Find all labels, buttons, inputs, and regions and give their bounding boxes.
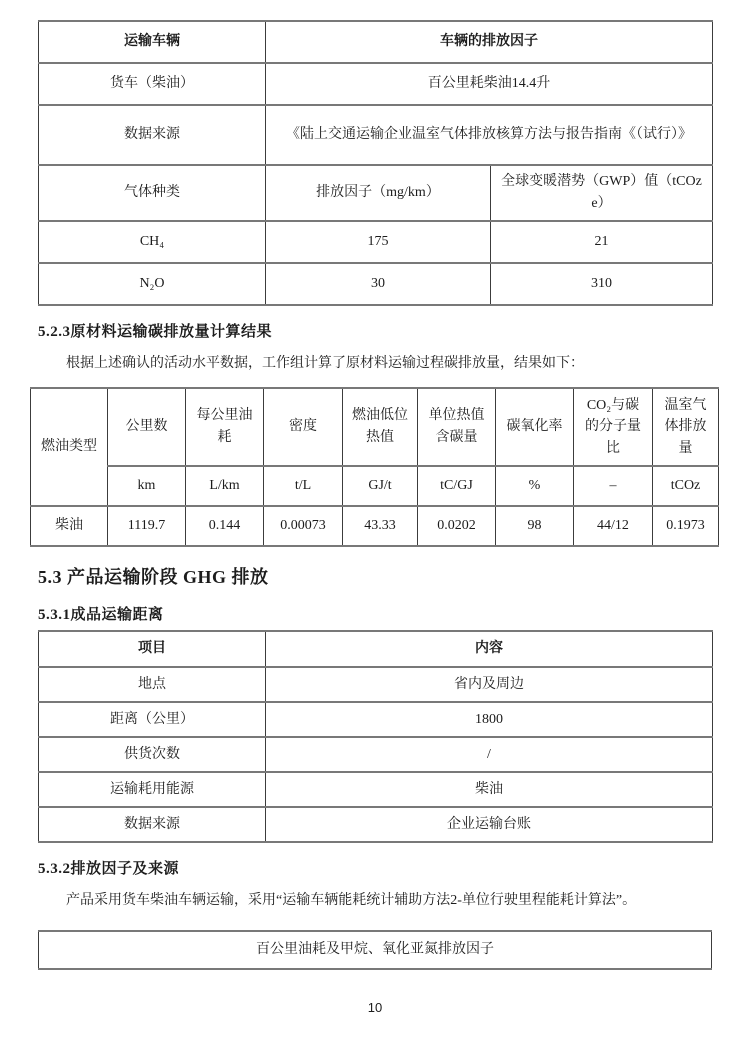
gas-header-row xyxy=(39,165,713,221)
row-label-cell: 运输耗用能源 xyxy=(39,772,266,807)
unit-cell: – xyxy=(574,466,653,506)
data-cell: 30 xyxy=(266,263,491,305)
vehicle-emission-factor-table xyxy=(38,20,713,306)
row-value-cell: 百公里耗柴油14.4升 xyxy=(266,63,713,105)
header-cell: 每公里油耗 xyxy=(186,388,264,466)
header-cell-content: 内容 xyxy=(266,631,713,667)
data-cell: 98 xyxy=(496,506,574,546)
unit-cell: L/km xyxy=(186,466,264,506)
caption-row xyxy=(39,931,712,969)
header-cell: 燃油低位热值 xyxy=(343,388,418,466)
unit-cell: % xyxy=(496,466,574,506)
header-cell: CO₂与碳的分子量比 xyxy=(574,388,653,466)
data-cell: 0.1973 xyxy=(653,506,719,546)
section-532-paragraph: 产品采用货车柴油车辆运输，采用“运输车辆能耗统计辅助方法2-单位行驶里程能耗计算法”。 xyxy=(66,893,637,909)
header-cell: 碳氧化率 xyxy=(496,388,574,466)
row-value-cell: 1800 xyxy=(266,702,713,737)
data-cell: 21 xyxy=(491,221,713,263)
table-row-supply-count xyxy=(39,737,713,772)
section-53-heading: 5.3 产品运输阶段 GHG 排放 xyxy=(38,567,269,588)
header-cell-item: 项目 xyxy=(39,631,266,667)
data-cell: 0.00073 xyxy=(264,506,343,546)
header-cell: 密度 xyxy=(264,388,343,466)
row-label-cell: 距离（公里） xyxy=(39,702,266,737)
header-cell: 单位热值含碳量 xyxy=(418,388,496,466)
header-cell-factor-unit: 排放因子（mg/km） xyxy=(266,165,491,221)
section-523-heading: 5.2.3原材料运输碳排放量计算结果 xyxy=(38,324,273,340)
row-value-cell: 企业运输台账 xyxy=(266,807,713,842)
table-header-row xyxy=(39,631,713,667)
header-cell-emission-factor: 车辆的排放因子 xyxy=(266,21,713,63)
diesel-data-row xyxy=(31,506,719,546)
row-label-cell: 数据来源 xyxy=(39,105,266,165)
page-number: 10 xyxy=(367,1000,383,1016)
table-row-location xyxy=(39,667,713,702)
row-value-cell: 《陆上交通运输企业温室气体排放核算方法与报告指南《（试行）》 xyxy=(266,105,713,165)
unit-cell: t/L xyxy=(264,466,343,506)
data-cell: 310 xyxy=(491,263,713,305)
section-532-heading: 5.3.2排放因子及来源 xyxy=(38,861,180,878)
table-header-row xyxy=(39,21,713,63)
row-label-cell: 供货次数 xyxy=(39,737,266,772)
table-row-distance xyxy=(39,702,713,737)
table-row-n2o xyxy=(39,263,713,305)
caption-cell: 百公里油耗及甲烷、氧化亚氮排放因子 xyxy=(39,931,712,969)
section-523-paragraph: 根据上述确认的活动水平数据，工作组计算了原材料运输过程碳排放量，结果如下： xyxy=(66,356,584,371)
row-value-cell: 柴油 xyxy=(266,772,713,807)
data-cell: 柴油 xyxy=(31,506,108,546)
product-transport-distance-table xyxy=(38,630,713,843)
data-cell: 175 xyxy=(266,221,491,263)
unit-row xyxy=(31,466,719,506)
data-cell: 44/12 xyxy=(574,506,653,546)
row-label-cell: 地点 xyxy=(39,667,266,702)
table-row-data-source xyxy=(39,807,713,842)
unit-cell: km xyxy=(108,466,186,506)
row-value-cell: / xyxy=(266,737,713,772)
header-cell: 温室气体排放量 xyxy=(653,388,719,466)
unit-cell: GJ/t xyxy=(343,466,418,506)
data-cell: 0.144 xyxy=(186,506,264,546)
table-row-energy xyxy=(39,772,713,807)
header-cell: 公里数 xyxy=(108,388,186,466)
column-name-row xyxy=(31,388,719,466)
unit-cell: tCOz xyxy=(653,466,719,506)
row-label-cell: 货车（柴油） xyxy=(39,63,266,105)
row-label-cell: 数据来源 xyxy=(39,807,266,842)
fuel-transport-emission-table xyxy=(30,387,719,547)
section-531-heading: 5.3.1成品运输距离 xyxy=(38,607,164,624)
header-cell-fuel-type: 燃油类型 xyxy=(31,388,108,506)
header-cell-gas-type: 气体种类 xyxy=(39,165,266,221)
data-cell: CH₄ xyxy=(39,221,266,263)
unit-cell: tC/GJ xyxy=(418,466,496,506)
table-row-ch4 xyxy=(39,221,713,263)
row-value-cell: 省内及周边 xyxy=(266,667,713,702)
data-cell: N₂O xyxy=(39,263,266,305)
table-row-data-source xyxy=(39,105,713,165)
emission-factor-caption-table xyxy=(38,930,712,970)
data-cell: 1119.7 xyxy=(108,506,186,546)
header-cell-gwp: 全球变暖潜势（GWP）值（tCOze） xyxy=(491,165,713,221)
data-cell: 43.33 xyxy=(343,506,418,546)
header-cell-vehicle: 运输车辆 xyxy=(39,21,266,63)
data-cell: 0.0202 xyxy=(418,506,496,546)
table-row-truck xyxy=(39,63,713,105)
